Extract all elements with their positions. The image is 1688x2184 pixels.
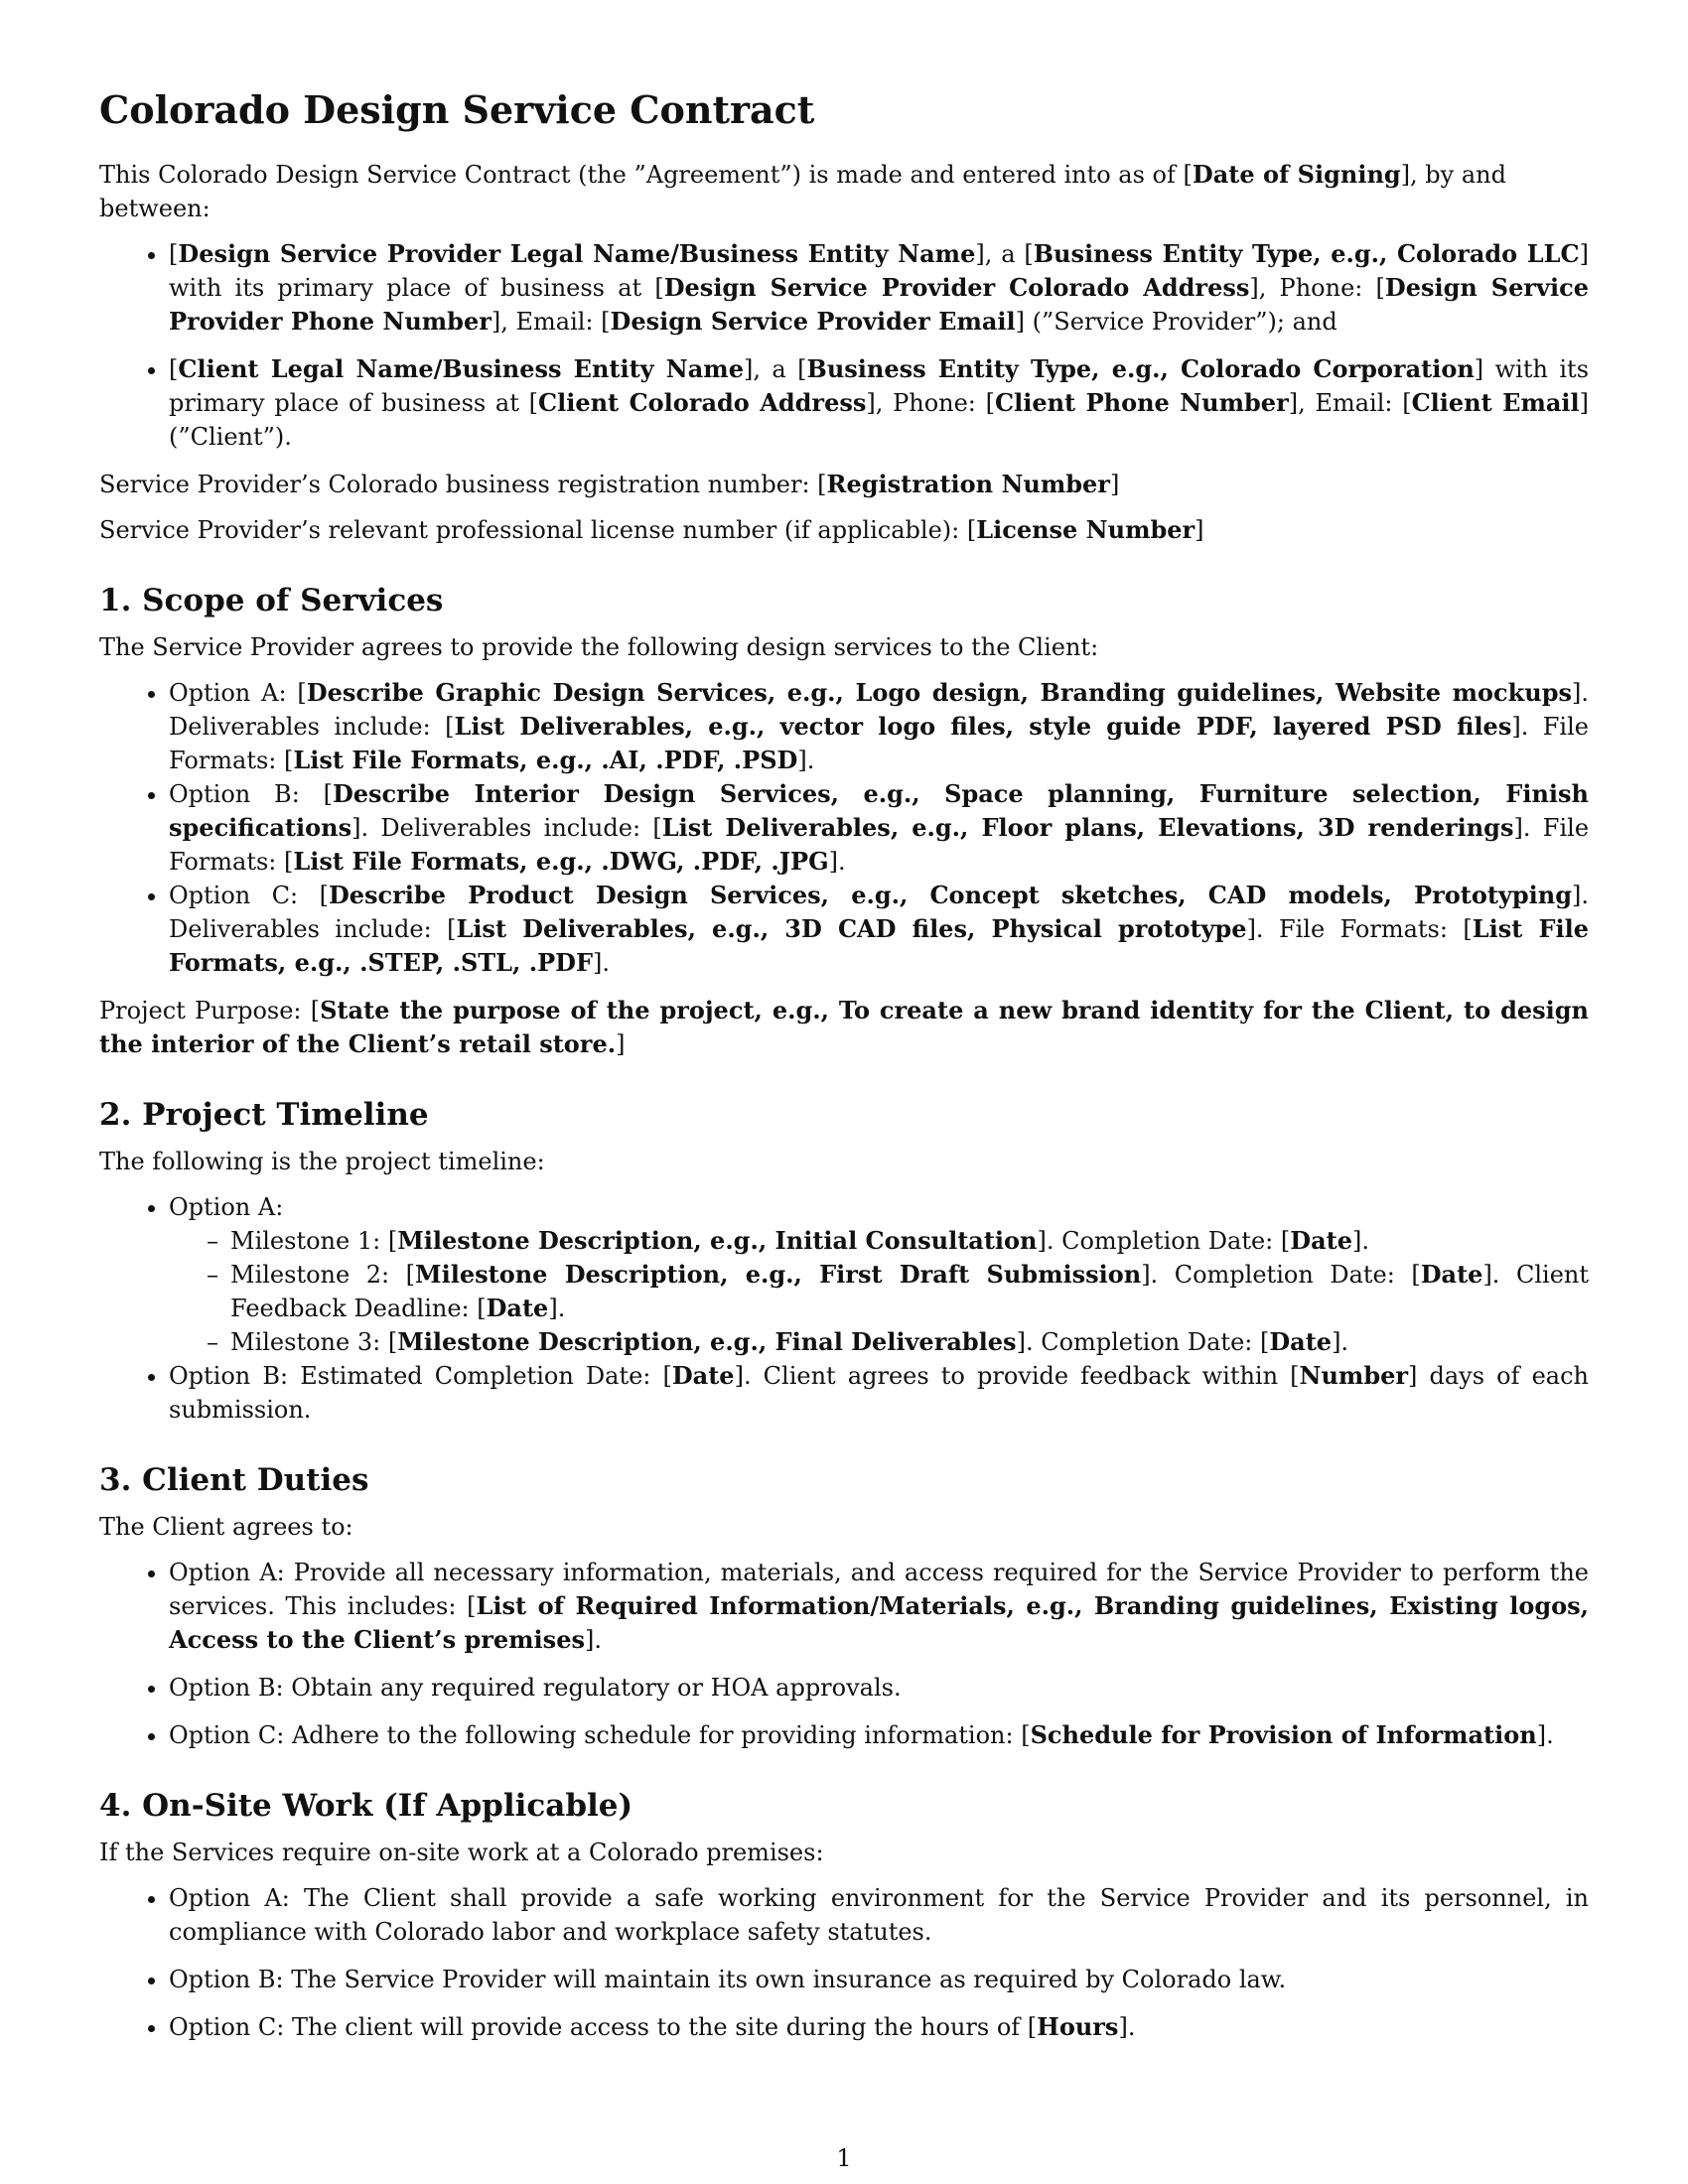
client-duty-option-b: • Option B: Obtain any required regulatory or HOA approvals. bbox=[169, 1671, 1589, 1705]
party-service-provider: • [Design Service Provider Legal Name/Business Entity Name], a [Business Entity Type, e.g., Colorado LLC] with its primary place of business at [Design Service Provider Colorado Address], Phone: [Design Service Provider Phone Number], Email: [Design Service Provider Email] (”Service Provider”); and bbox=[169, 237, 1589, 339]
timeline-lead: The following is the project timeline: bbox=[99, 1148, 545, 1175]
scope-option-a: • Option A: [Describe Graphic Design Services, e.g., Logo design, Branding guidelines, Website mockups]. Deliverables include: [List Deliverables, e.g., vector logo files, style guide PDF, layered PSD files]. File Formats: [List File Formats, e.g., .AI, .PDF, .PSD]. bbox=[169, 676, 1589, 777]
license-number-line: Service Provider’s relevant professional license number (if applicable): [License Number] bbox=[99, 515, 1204, 544]
scope-options-list bbox=[99, 676, 1589, 980]
section-heading-on-site-work: 4. On-Site Work (If Applicable) bbox=[99, 1788, 633, 1824]
section-heading-scope: 1. Scope of Services bbox=[99, 583, 444, 618]
section-heading-client-duties: 3. Client Duties bbox=[99, 1462, 369, 1498]
timeline-options-list bbox=[99, 1190, 1589, 1427]
registration-number-line: Service Provider’s Colorado business registration number: [Registration Number] bbox=[99, 470, 1120, 498]
scope-option-b: • Option B: [Describe Interior Design Services, e.g., Space planning, Furniture selection, Finish specifications]. Deliverables include: [List Deliverables, e.g., Floor plans, Elevations, 3D renderings]. File Formats: [List File Formats, e.g., .DWG, .PDF, .JPG]. bbox=[169, 777, 1589, 879]
on-site-option-b: • Option B: The Service Provider will maintain its own insurance as required by Colorado law. bbox=[169, 1963, 1589, 1996]
milestone-3: – Milestone 3: [Milestone Description, e.g., Final Deliverables]. Completion Date: [Date]. bbox=[230, 1325, 1589, 1359]
parties-list bbox=[99, 237, 1589, 454]
party-client: • [Client Legal Name/Business Entity Name], a [Business Entity Type, e.g., Colorado Corporation] with its primary place of business at [Client Colorado Address], Phone: [Client Phone Number], Email: [Client Email] (”Client”). bbox=[169, 352, 1589, 454]
on-site-list bbox=[99, 1881, 1589, 2044]
timeline-option-a: • Option A: – Milestone 1: [Milestone Description, e.g., Initial Consultation]. Completion Date: [Date]. – Milestone 2: [Milestone Description, e.g., First Draft Submission]. Completion Date: [Date]. Client Feedback Deadline: [Date]. – Milestone 3: [Milestone Description, e.g., Final Deliverables]. Completion Date: [Date]. bbox=[169, 1190, 1589, 1359]
client-duty-option-c: • Option C: Adhere to the following schedule for providing information: [Schedule for Provision of Information]. bbox=[169, 1718, 1589, 1752]
milestone-2: – Milestone 2: [Milestone Description, e.g., First Draft Submission]. Completion Date: [Date]. Client Feedback Deadline: [Date]. bbox=[230, 1258, 1589, 1325]
on-site-option-a: • Option A: The Client shall provide a safe working environment for the Service Provider and its personnel, in compliance with Colorado labor and workplace safety statutes. bbox=[169, 1881, 1589, 1949]
scope-option-c: • Option C: [Describe Product Design Services, e.g., Concept sketches, CAD models, Prototyping]. Deliverables include: [List Deliverables, e.g., 3D CAD files, Physical prototype]. File Formats: [List File Formats, e.g., .STEP, .STL, .PDF]. bbox=[169, 879, 1589, 980]
section-heading-timeline: 2. Project Timeline bbox=[99, 1097, 429, 1133]
project-purpose: Project Purpose: [State the purpose of the project, e.g., To create a new brand identity for the Client, to design the interior of the Client’s retail store.] bbox=[99, 996, 1589, 1058]
page-number: 1 bbox=[836, 2144, 852, 2172]
milestone-1: – Milestone 1: [Milestone Description, e.g., Initial Consultation]. Completion Date: [Date]. bbox=[230, 1224, 1589, 1258]
client-duties-lead: The Client agrees to: bbox=[99, 1513, 353, 1541]
scope-lead: The Service Provider agrees to provide the following design services to the Client: bbox=[99, 633, 1099, 661]
client-duties-list bbox=[99, 1556, 1589, 1752]
on-site-lead: If the Services require on-site work at a Colorado premises: bbox=[99, 1839, 824, 1866]
milestones-list bbox=[169, 1224, 1589, 1359]
document-page bbox=[99, 87, 1589, 2058]
intro-paragraph: This Colorado Design Service Contract (the ”Agreement”) is made and entered into as of [Date of Signing], by and between: bbox=[99, 160, 1506, 222]
document-title: Colorado Design Service Contract bbox=[99, 87, 815, 132]
timeline-option-b: • Option B: Estimated Completion Date: [Date]. Client agrees to provide feedback within [Number] days of each submission. bbox=[169, 1359, 1589, 1427]
on-site-option-c: • Option C: The client will provide access to the site during the hours of [Hours]. bbox=[169, 2010, 1589, 2044]
client-duty-option-a: • Option A: Provide all necessary information, materials, and access required for the Service Provider to perform the services. This includes: [List of Required Information/Materials, e.g., Branding guidelines, Existing logos, Access to the Client’s premises]. bbox=[169, 1556, 1589, 1657]
